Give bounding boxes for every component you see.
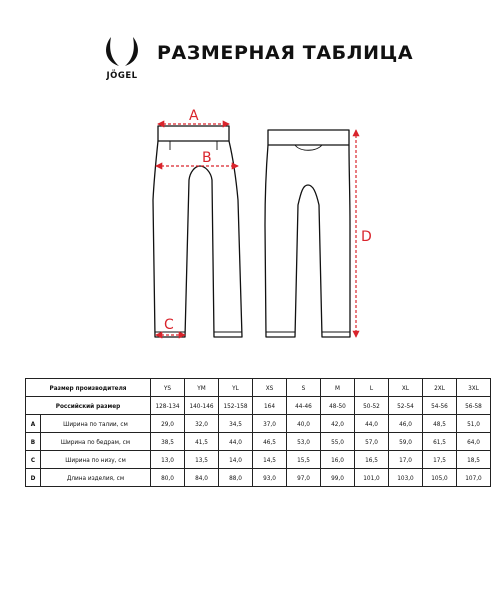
measure-value: 17,5 bbox=[423, 451, 457, 469]
measure-name: Длина изделия, см bbox=[41, 469, 151, 487]
size-header-cell: 3XL bbox=[457, 379, 491, 397]
measure-value: 16,5 bbox=[355, 451, 389, 469]
measure-value: 61,5 bbox=[423, 433, 457, 451]
measure-value: 53,0 bbox=[287, 433, 321, 451]
header-russian-size: Российский размер bbox=[26, 397, 151, 415]
measure-value: 14,0 bbox=[219, 451, 253, 469]
size-header-cell: M bbox=[321, 379, 355, 397]
measure-value: 34,5 bbox=[219, 415, 253, 433]
russian-size-cell: 48-50 bbox=[321, 397, 355, 415]
russian-size-cell: 128-134 bbox=[151, 397, 185, 415]
measure-value: 93,0 bbox=[253, 469, 287, 487]
russian-size-cell: 44-46 bbox=[287, 397, 321, 415]
measure-value: 105,0 bbox=[423, 469, 457, 487]
measure-value: 15,5 bbox=[287, 451, 321, 469]
measure-value: 51,0 bbox=[457, 415, 491, 433]
size-header-cell: XL bbox=[389, 379, 423, 397]
measure-value: 99,0 bbox=[321, 469, 355, 487]
size-header-cell: S bbox=[287, 379, 321, 397]
measure-value: 18,5 bbox=[457, 451, 491, 469]
size-header-cell: L bbox=[355, 379, 389, 397]
label-a: A bbox=[189, 108, 199, 124]
measure-value: 13,0 bbox=[151, 451, 185, 469]
measure-letter: A bbox=[26, 415, 41, 433]
size-chart-table bbox=[25, 378, 491, 487]
size-header-cell: 2XL bbox=[423, 379, 457, 397]
russian-size-cell: 152-158 bbox=[219, 397, 253, 415]
table-row bbox=[26, 469, 491, 487]
brand-name: JÖGEL bbox=[106, 71, 138, 81]
measure-value: 59,0 bbox=[389, 433, 423, 451]
table-row bbox=[26, 415, 491, 433]
label-b: B bbox=[202, 150, 212, 166]
measure-name: Ширина по талии, см bbox=[41, 415, 151, 433]
measure-value: 101,0 bbox=[355, 469, 389, 487]
measure-value: 107,0 bbox=[457, 469, 491, 487]
measure-value: 41,5 bbox=[185, 433, 219, 451]
measure-name: Ширина по бедрам, см bbox=[41, 433, 151, 451]
measure-name: Ширина по низу, см bbox=[41, 451, 151, 469]
measure-value: 64,0 bbox=[457, 433, 491, 451]
measure-value: 13,5 bbox=[185, 451, 219, 469]
label-c: C bbox=[164, 317, 174, 333]
russian-size-cell: 140-146 bbox=[185, 397, 219, 415]
measure-letter: C bbox=[26, 451, 41, 469]
measure-value: 97,0 bbox=[287, 469, 321, 487]
size-header-cell: YS bbox=[151, 379, 185, 397]
measure-value: 32,0 bbox=[185, 415, 219, 433]
russian-size-cell: 54-56 bbox=[423, 397, 457, 415]
measure-value: 44,0 bbox=[355, 415, 389, 433]
pants-back-outline bbox=[265, 130, 350, 337]
page-title: РАЗМЕРНАЯ ТАБЛИЦА bbox=[157, 42, 414, 64]
table-row bbox=[26, 433, 491, 451]
pants-front-outline bbox=[153, 126, 242, 337]
measure-value: 80,0 bbox=[151, 469, 185, 487]
measure-value: 37,0 bbox=[253, 415, 287, 433]
measure-value: 44,0 bbox=[219, 433, 253, 451]
measure-value: 84,0 bbox=[185, 469, 219, 487]
russian-size-cell: 50-52 bbox=[355, 397, 389, 415]
measure-value: 17,0 bbox=[389, 451, 423, 469]
measure-letter: B bbox=[26, 433, 41, 451]
measure-value: 42,0 bbox=[321, 415, 355, 433]
header-manufacturer-size: Размер производителя bbox=[26, 379, 151, 397]
measure-value: 88,0 bbox=[219, 469, 253, 487]
measure-value: 38,5 bbox=[151, 433, 185, 451]
size-header-cell: YL bbox=[219, 379, 253, 397]
table-header-row bbox=[26, 379, 491, 397]
size-header-cell: XS bbox=[253, 379, 287, 397]
size-header-cell: YM bbox=[185, 379, 219, 397]
measure-value: 55,0 bbox=[321, 433, 355, 451]
measure-value: 40,0 bbox=[287, 415, 321, 433]
table-russian-size-row bbox=[26, 397, 491, 415]
russian-size-cell: 56-58 bbox=[457, 397, 491, 415]
measure-value: 48,5 bbox=[423, 415, 457, 433]
russian-size-cell: 164 bbox=[253, 397, 287, 415]
measure-value: 16,0 bbox=[321, 451, 355, 469]
measure-value: 46,5 bbox=[253, 433, 287, 451]
measure-value: 46,0 bbox=[389, 415, 423, 433]
measure-value: 103,0 bbox=[389, 469, 423, 487]
measure-value: 29,0 bbox=[151, 415, 185, 433]
measure-letter: D bbox=[26, 469, 41, 487]
russian-size-cell: 52-54 bbox=[389, 397, 423, 415]
label-d: D bbox=[361, 229, 372, 245]
measure-value: 14,5 bbox=[253, 451, 287, 469]
table-row bbox=[26, 451, 491, 469]
measure-value: 57,0 bbox=[355, 433, 389, 451]
pants-measurement-diagram bbox=[0, 100, 499, 360]
